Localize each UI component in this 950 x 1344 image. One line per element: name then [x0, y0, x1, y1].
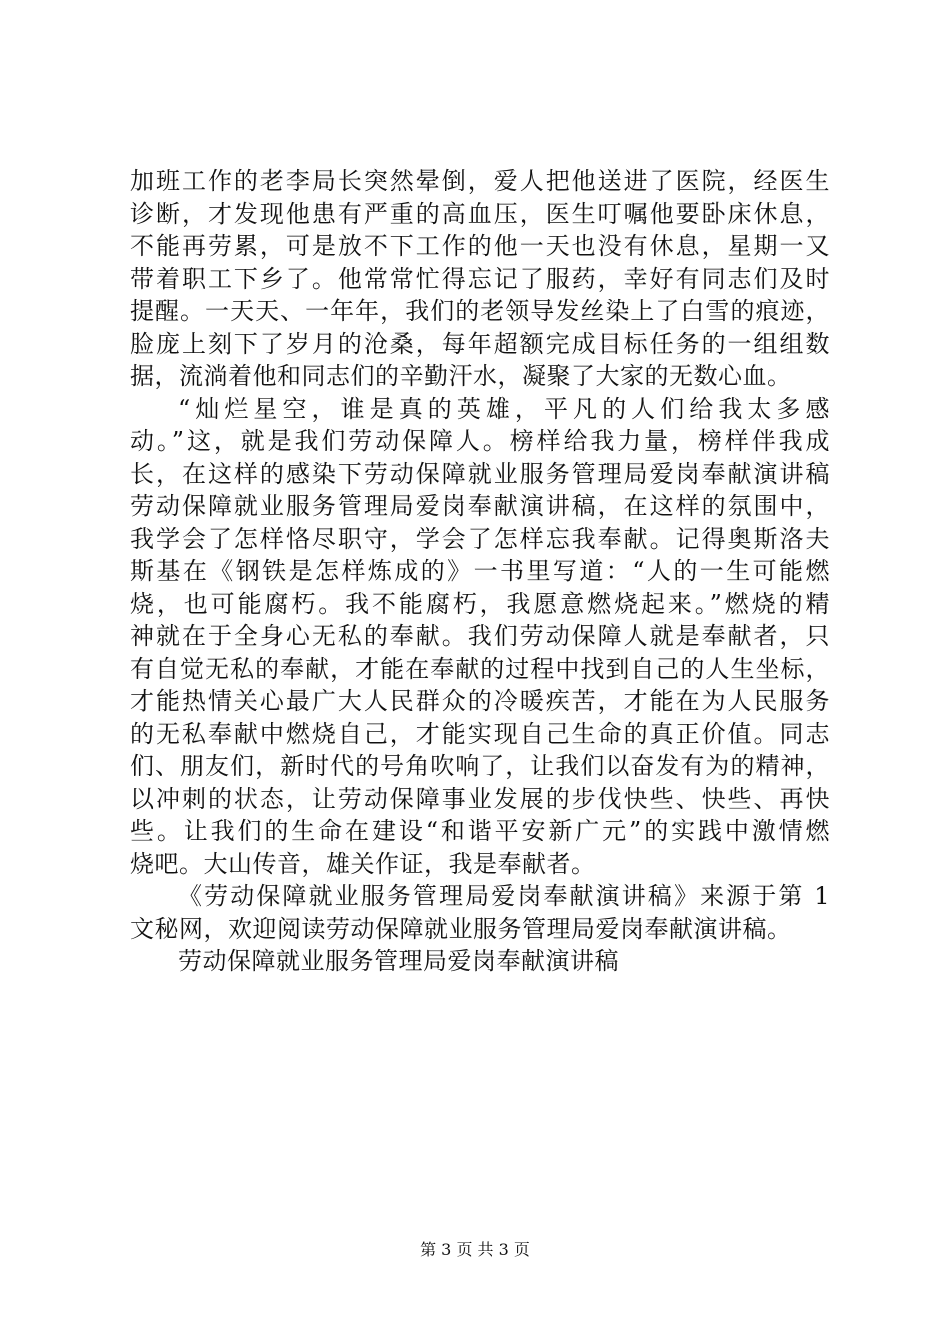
- text-line: 烧，也可能腐朽。我不能腐朽，我愿意燃烧起来。”燃烧的精: [130, 589, 830, 618]
- text-line: 我学会了怎样恪尽职守，学会了怎样忘我奉献。记得奥斯洛夫: [130, 524, 830, 553]
- text-line-paragraph-start: “灿烂星空，谁是真的英雄，平凡的人们给我太多感: [178, 394, 830, 423]
- text-line: 带着职工下乡了。他常常忙得忘记了服药，幸好有同志们及时: [130, 264, 830, 293]
- text-line: 些。让我们的生命在建设“和谐平安新广元”的实践中激情燃: [130, 817, 830, 845]
- text-line: 劳动保障就业服务管理局爱岗奉献演讲稿，在这样的氛围中，: [130, 492, 830, 520]
- text-line: 提醒。一天天、一年年，我们的老领导发丝染上了白雪的痕迹，: [130, 297, 830, 325]
- text-line: 据，流淌着他和同志们的辛勤汗水，凝聚了大家的无数心血。: [130, 362, 792, 390]
- text-line: 有自觉无私的奉献，才能在奉献的过程中找到自己的人生坐标，: [130, 654, 830, 683]
- text-line: 加班工作的老李局长突然晕倒，爱人把他送进了医院，经医生: [130, 167, 830, 195]
- page-number-footer: 第 3 页 共 3 页: [420, 1240, 530, 1259]
- text-line: 长，在这样的感染下劳动保障就业服务管理局爱岗奉献演讲稿: [130, 459, 830, 488]
- text-line: 斯基在《钢铁是怎样炼成的》一书里写道：“人的一生可能燃: [130, 557, 830, 585]
- closing-title-line: 劳动保障就业服务管理局爱岗奉献演讲稿: [178, 947, 619, 975]
- text-line: 烧吧。大山传音，雄关作证，我是奉献者。: [130, 849, 596, 878]
- text-line: 不能再劳累，可是放不下工作的他一天也没有休息，星期一又: [130, 232, 830, 260]
- text-line: 诊断，才发现他患有严重的高血压，医生叮嘱他要卧床休息，: [130, 199, 830, 228]
- text-line: 神就在于全身心无私的奉献。我们劳动保障人就是奉献者，只: [130, 622, 830, 650]
- source-note-line: 文秘网，欢迎阅读劳动保障就业服务管理局爱岗奉献演讲稿。: [130, 914, 792, 943]
- text-line: 以冲刺的状态，让劳动保障事业发展的步伐快些、快些、再快: [130, 784, 830, 813]
- text-line: 动。”这，就是我们劳动保障人。榜样给我力量，榜样伴我成: [130, 427, 830, 455]
- source-note-line: 《劳动保障就业服务管理局爱岗奉献演讲稿》来源于第 1: [178, 882, 830, 910]
- text-line: 才能热情关心最广大人民群众的冷暖疾苦，才能在为人民服务: [130, 687, 830, 715]
- text-line: 脸庞上刻下了岁月的沧桑，每年超额完成目标任务的一组组数: [130, 329, 830, 358]
- document-body: [130, 165, 830, 978]
- text-line: 们、朋友们，新时代的号角吹响了，让我们以奋发有为的精神，: [130, 752, 830, 780]
- text-line: 的无私奉献中燃烧自己，才能实现自己生命的真正价值。同志: [130, 719, 830, 748]
